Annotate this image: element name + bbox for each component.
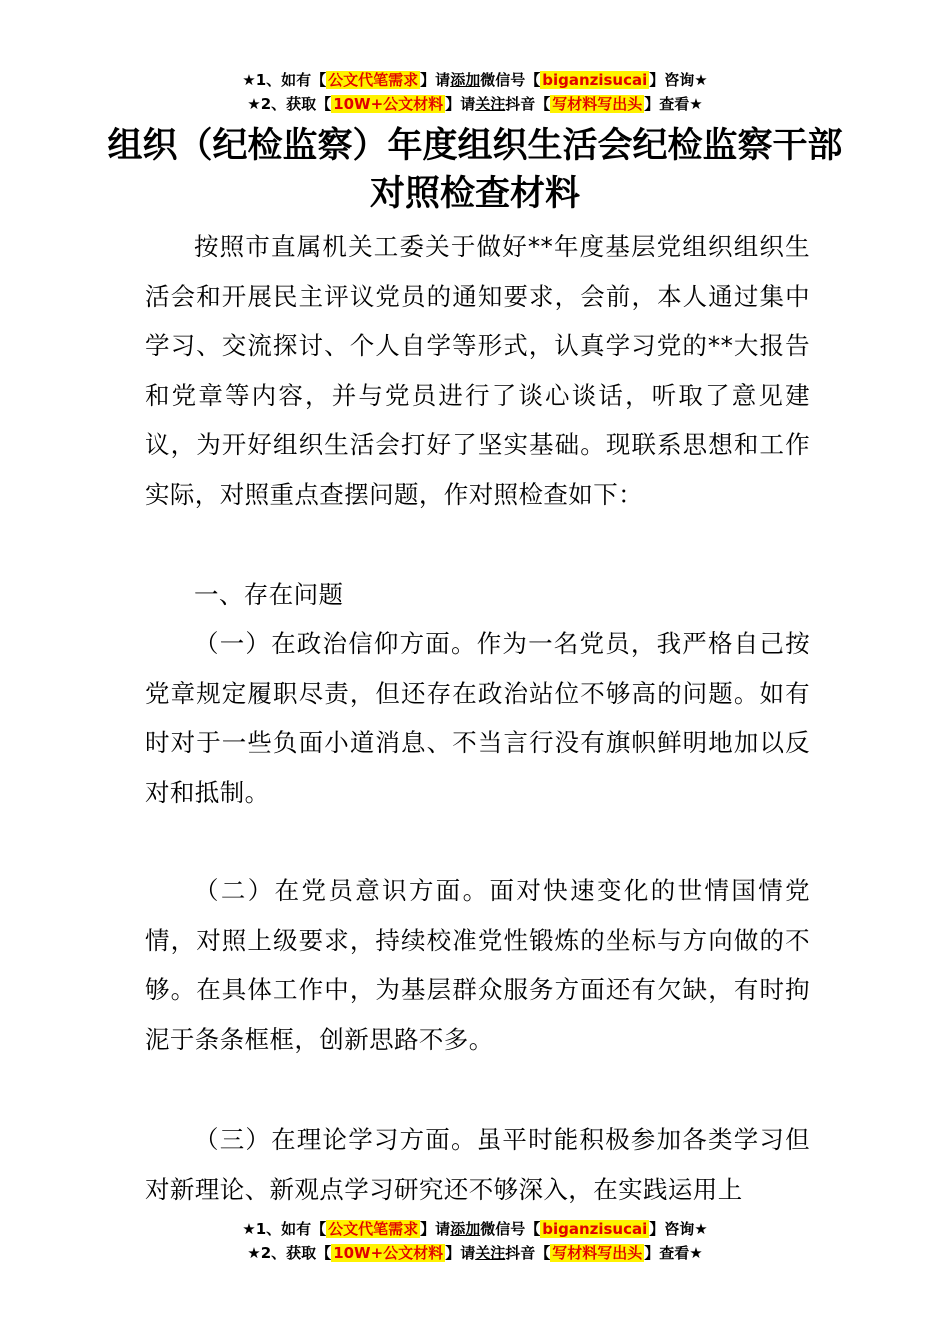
banner-text: 】请	[445, 1244, 476, 1262]
bottom-banner	[0, 1217, 950, 1265]
banner-text: 】咨询★	[649, 71, 708, 89]
intro-paragraph: 按照市直属机关工委关于做好**年度基层党组织组织生活会和开展民主评议党员的通知要求，会前，本人通过集中学习、交流探讨、个人自学等形式，认真学习党的**大报告和党章等内容，并与党员进行了谈心谈话，听取了意见建议，为开好组织生活会打好了坚实基础。现联系思想和工作实际，对照重点查摆问题，作对照检查如下：	[145, 232, 810, 509]
banner-highlight: 10W+公文材料	[333, 1244, 444, 1262]
banner-highlight: 公文代笔需求	[328, 71, 419, 89]
section-heading: 一、存在问题	[194, 580, 344, 609]
banner-text: 】请	[420, 1220, 451, 1238]
banner-text: ★1、如有【	[242, 71, 327, 89]
banner-underlined-text: 关注	[475, 95, 506, 113]
banner-text: 】查看★	[644, 1244, 703, 1262]
banner-highlight: 写材料写出头	[552, 95, 643, 113]
banner-text: ★1、如有【	[242, 1220, 327, 1238]
banner-underlined-text: 添加	[450, 71, 481, 89]
banner-line-2	[0, 1241, 950, 1265]
top-banner	[0, 68, 950, 116]
banner-line-1	[0, 1217, 950, 1241]
banner-highlight: biganzisucai	[542, 71, 648, 89]
banner-highlight: biganzisucai	[542, 1220, 648, 1238]
banner-text: 】查看★	[644, 95, 703, 113]
issue-paragraph-3: （三）在理论学习方面。虽平时能积极参加各类学习但对新理论、新观点学习研究还不够深入，在实践运用上	[145, 1125, 810, 1204]
banner-text: ★2、获取【	[247, 1244, 332, 1262]
banner-highlight: 10W+公文材料	[333, 95, 444, 113]
banner-text: 微信号【	[480, 1220, 541, 1238]
banner-line-1	[0, 68, 950, 92]
banner-text: 】请	[445, 95, 476, 113]
banner-highlight: 写材料写出头	[552, 1244, 643, 1262]
issue-paragraph-2: （二）在党员意识方面。面对快速变化的世情国情党情，对照上级要求，持续校准党性锻炼的坐标与方向做的不够。在具体工作中，为基层群众服务方面还有欠缺，有时拘泥于条条框框，创新思路不多。	[145, 876, 810, 1054]
banner-text: 抖音【	[505, 95, 551, 113]
banner-text: ★2、获取【	[247, 95, 332, 113]
banner-highlight: 公文代笔需求	[328, 1220, 419, 1238]
banner-text: 】请	[420, 71, 451, 89]
banner-underlined-text: 关注	[475, 1244, 506, 1262]
issue-paragraph-1: （一）在政治信仰方面。作为一名党员，我严格自己按党章规定履职尽责，但还存在政治站位不够高的问题。如有时对于一些负面小道消息、不当言行没有旗帜鲜明地加以反对和抵制。	[145, 629, 810, 807]
banner-underlined-text: 添加	[450, 1220, 481, 1238]
banner-line-2	[0, 92, 950, 116]
banner-text: 】咨询★	[649, 1220, 708, 1238]
banner-text: 微信号【	[480, 71, 541, 89]
banner-text: 抖音【	[505, 1244, 551, 1262]
document-title: 组织（纪检监察）年度组织生活会纪检监察干部对照检查材料	[107, 126, 843, 214]
